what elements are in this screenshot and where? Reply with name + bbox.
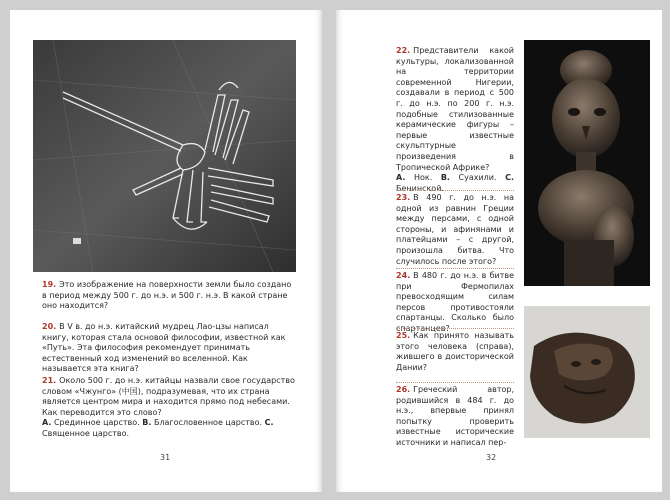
bog-body-photo (524, 306, 650, 438)
option-text: Благословенное царство. (153, 418, 263, 428)
question-19 (42, 280, 296, 312)
question-text: В 480 г. до н.э. в битве при Фермопилах превосходящим силам персов противостояли спартанцы. Сколько было спартанцев? (396, 271, 514, 333)
answer-options (42, 418, 296, 439)
option-letter: B. (142, 418, 152, 428)
question-number: 25. (396, 331, 411, 340)
option-text: Бенинской. (396, 183, 444, 193)
option-text: Священное царство. (42, 428, 130, 438)
divider (396, 190, 514, 191)
nazca-hummingbird-photo (33, 40, 296, 272)
question-text: В V в. до н.э. китайский мудрец Лао-цзы написал книгу, которая стала основой философии, известной как «Путь». Эта философия рекомендует принимать естественный ход изменений во вселенной. Как называется эта книга? (42, 322, 286, 374)
question-number: 21. (42, 376, 57, 385)
option-letter: A. (396, 173, 406, 183)
page-number: 31 (160, 453, 171, 462)
option-text: Срединное царство. (53, 418, 140, 428)
answer-options (396, 173, 514, 194)
question-number: 19. (42, 280, 57, 289)
option-letter: B. (440, 173, 450, 183)
right-page (336, 10, 662, 492)
left-page (10, 10, 322, 492)
question-21 (42, 376, 296, 440)
option-letter: C. (264, 418, 274, 428)
question-number: 24. (396, 271, 411, 280)
question-text: Это изображение на поверхности земли было создано в период между 500 г. до н.э. и 500 г. н.э. В какой стране оно находится? (42, 280, 292, 311)
question-26 (396, 385, 514, 449)
question-23 (396, 193, 514, 267)
divider (396, 382, 514, 383)
question-text: Около 500 г. до н.э. китайцы назвали свое государство словом «Чжунго» (中国), подразумевая, что их страна является центром мира и находится прямо под небесами. Как переводится это слово? (42, 376, 295, 417)
question-number: 20. (42, 322, 57, 331)
divider (396, 328, 514, 329)
question-24 (396, 271, 514, 335)
nok-terracotta-photo (524, 40, 650, 286)
option-text: Суахили. (458, 173, 497, 183)
option-letter: A. (42, 418, 52, 428)
page-number: 32 (486, 453, 497, 462)
question-22 (396, 46, 514, 194)
option-text: Нок. (413, 173, 433, 183)
question-20 (42, 322, 296, 375)
question-text: Как принято называть этого человека (справа), жившего в доисторической Дании? (396, 331, 514, 372)
option-letter: C. (505, 173, 515, 183)
question-text: Представители какой культуры, локализованной на территории современной Нигерии, создавали в период с 500 г. до н.э. по 200 г. н.э. подобные стилизованные керамические фигуры – первые известные скульптурные произведения в Тропической Африке? (396, 46, 514, 172)
question-25 (396, 331, 514, 373)
question-text: Греческий автор, родившийся в 484 г. до н.э., впервые принял попытку проверить известные исторические источники и написал пер- (396, 385, 514, 447)
question-number: 22. (396, 46, 411, 55)
divider (396, 268, 514, 269)
question-number: 23. (396, 193, 411, 202)
question-text: В 490 г. до н.э. на одной из равнин Греции между персами, с одной стороны, и афинянами и платейцами – с другой, произошла битва. Что случилось после этого? (396, 193, 514, 266)
question-number: 26. (396, 385, 411, 394)
